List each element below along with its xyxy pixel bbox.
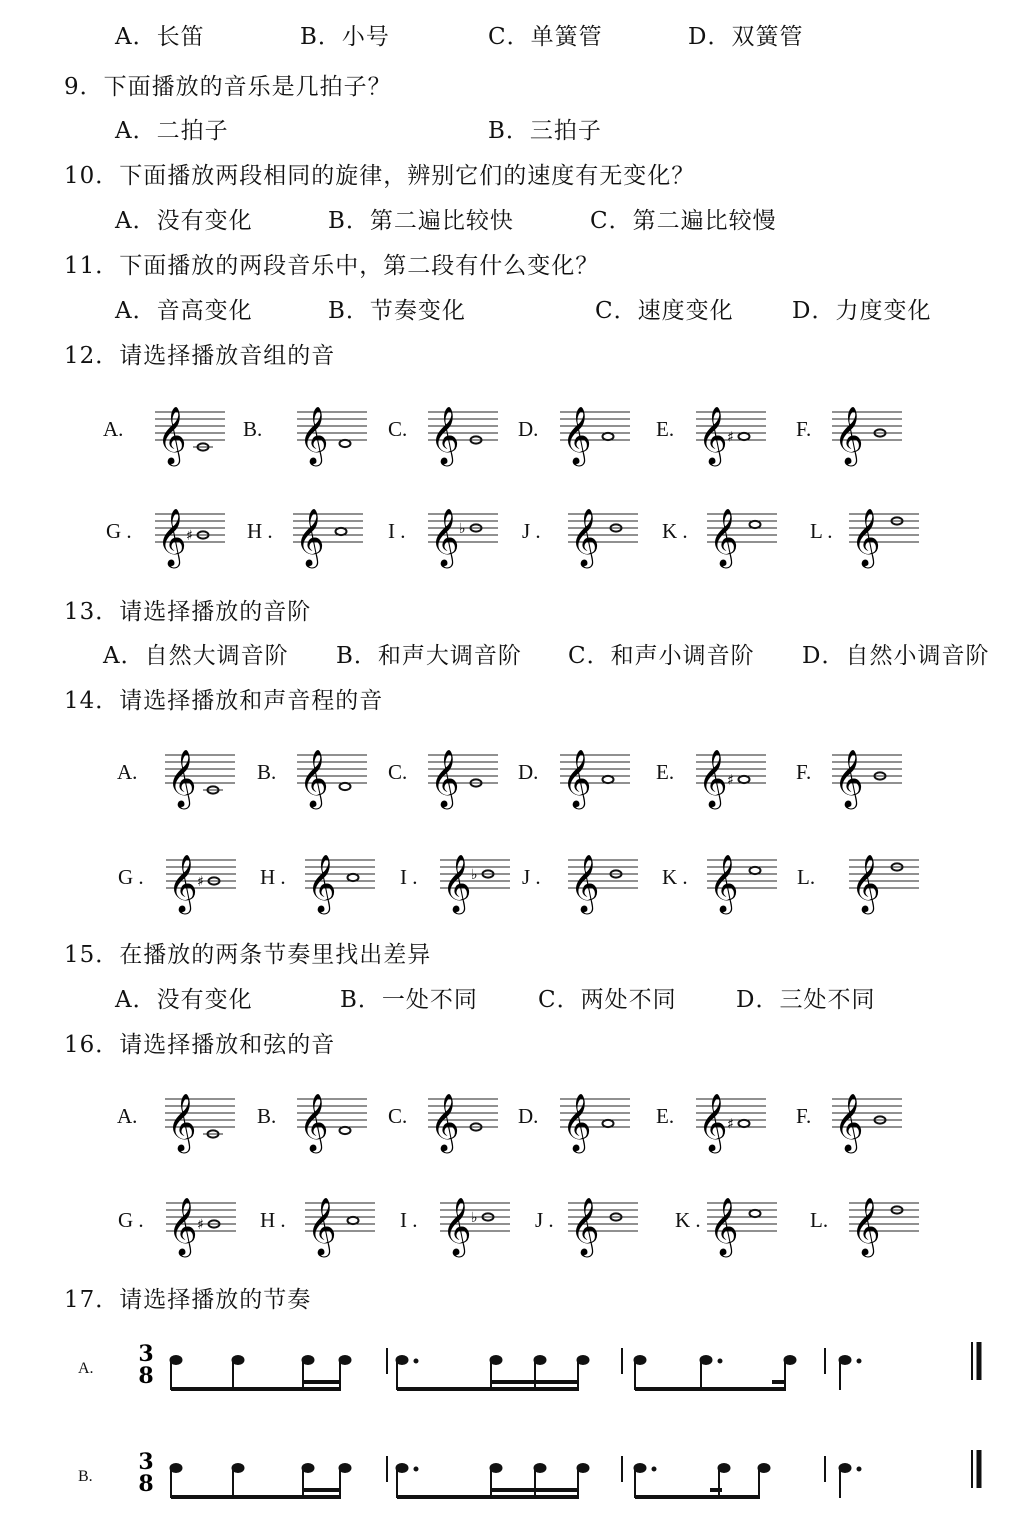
q16-option-label[interactable]: B. (257, 1104, 277, 1128)
q12-option-label[interactable]: I . (388, 519, 406, 543)
q11-option-c[interactable]: C．速度变化 (595, 298, 734, 324)
q12-option-label[interactable]: H . (247, 519, 273, 543)
q12-option-label[interactable]: L . (810, 519, 833, 543)
treble-clef-icon: 𝄞 (430, 508, 460, 566)
q16-title: 16．请选择播放和弦的音 (64, 1032, 336, 1058)
q14-option-label[interactable]: A. (117, 760, 138, 784)
q12-staff-option[interactable] (696, 388, 776, 468)
q14-staff-option[interactable] (166, 836, 246, 916)
q12-option-label[interactable]: D. (518, 417, 539, 441)
q16-option-label[interactable]: E. (656, 1104, 675, 1128)
q12-staff-option[interactable] (707, 490, 787, 570)
q14-option-label[interactable]: J . (522, 865, 541, 889)
q14-staff-option[interactable] (165, 731, 245, 811)
q16-option-label[interactable]: D. (518, 1104, 539, 1128)
q12-title: 12．请选择播放音组的音 (64, 343, 336, 369)
q12-option-label[interactable]: J . (522, 519, 541, 543)
q14-option-label[interactable]: F. (796, 760, 812, 784)
q14-staff-option[interactable] (560, 731, 640, 811)
treble-clef-icon: 𝄞 (168, 854, 198, 912)
treble-clef-icon: 𝄞 (570, 1197, 600, 1255)
time-sig-top: 3 (138, 1449, 154, 1475)
q16-option-label[interactable]: I . (400, 1208, 418, 1232)
q12-option-label[interactable]: F. (796, 417, 812, 441)
q14-option-label[interactable]: K . (662, 865, 688, 889)
q13-title: 13．请选择播放的音阶 (64, 599, 312, 625)
q16-option-label[interactable]: A. (117, 1104, 138, 1128)
flat-icon: ♭ (471, 1210, 478, 1226)
q16-staff-option[interactable] (832, 1075, 912, 1155)
q17-rhythm-a[interactable] (0, 1330, 1024, 1410)
q14-staff-option[interactable] (832, 731, 912, 811)
whole-note-F#4 (739, 433, 750, 440)
whole-note-F#4 (739, 1120, 750, 1127)
flat-icon: ♭ (471, 867, 478, 883)
q15-option-c[interactable]: C．两处不同 (538, 987, 677, 1013)
treble-clef-icon: 𝄞 (698, 406, 728, 464)
q16-staff-option[interactable] (696, 1075, 776, 1155)
whole-note-D4 (340, 1127, 351, 1134)
q16-option-label[interactable]: K . (675, 1208, 701, 1232)
q16-staff-option[interactable] (849, 1179, 929, 1259)
q14-option-label[interactable]: H . (260, 865, 286, 889)
whole-note-F#4 (739, 776, 750, 783)
treble-clef-icon: 𝄞 (834, 749, 864, 807)
q9-option-b[interactable]: B．三拍子 (488, 118, 602, 144)
q14-option-label[interactable]: E. (656, 760, 675, 784)
q15-option-b[interactable]: B．一处不同 (340, 987, 478, 1013)
q8-option-d[interactable]: D．双簧管 (688, 24, 804, 50)
treble-clef-icon: 𝄞 (834, 1093, 864, 1151)
q15-option-d[interactable]: D．三处不同 (736, 987, 876, 1013)
q16-staff-option[interactable] (305, 1179, 385, 1259)
treble-clef-icon: 𝄞 (430, 749, 460, 807)
treble-clef-icon: 𝄞 (562, 749, 592, 807)
q11-title: 11．下面播放的两段音乐中，第二段有什么变化？ (64, 253, 600, 279)
whole-note-C5 (750, 1210, 761, 1217)
q16-staff-option[interactable] (568, 1179, 648, 1259)
whole-note-F4 (603, 433, 614, 440)
q16-staff-option[interactable] (560, 1075, 640, 1155)
q12-staff-option[interactable] (155, 388, 235, 468)
sharp-icon: ♯ (186, 528, 193, 544)
q12-option-label[interactable]: E. (656, 417, 675, 441)
whole-note-A4 (348, 1217, 359, 1224)
treble-clef-icon: 𝄞 (168, 1197, 198, 1255)
treble-clef-icon: 𝄞 (430, 1093, 460, 1151)
q10-option-b[interactable]: B．第二遍比较快 (328, 208, 514, 234)
whole-note-C5 (750, 867, 761, 874)
q13-option-c[interactable]: C．和声小调音阶 (568, 643, 755, 669)
q16-option-label[interactable]: C. (388, 1104, 408, 1128)
treble-clef-icon: 𝄞 (295, 508, 325, 566)
q16-option-label[interactable]: L. (810, 1208, 829, 1232)
treble-clef-icon: 𝄞 (834, 406, 864, 464)
q12-staff-option[interactable] (293, 490, 373, 570)
sharp-icon: ♯ (197, 874, 204, 890)
q14-staff-option[interactable] (696, 731, 776, 811)
q15-option-a[interactable]: A．没有变化 (115, 987, 253, 1013)
q11-option-a[interactable]: A．音高变化 (115, 298, 253, 324)
time-sig-bottom: 8 (138, 1363, 154, 1389)
whole-note-A4 (348, 874, 359, 881)
q14-staff-option[interactable] (297, 731, 377, 811)
q12-staff-option[interactable] (568, 490, 648, 570)
q12-staff-option[interactable] (560, 388, 640, 468)
q16-option-label[interactable]: H . (260, 1208, 286, 1232)
q14-option-label[interactable]: D. (518, 760, 539, 784)
q12-option-label[interactable]: C. (388, 417, 408, 441)
q9-title: 9．下面播放的音乐是几拍子？ (64, 74, 392, 100)
q16-option-label[interactable]: G . (118, 1208, 144, 1232)
q13-option-b[interactable]: B．和声大调音阶 (336, 643, 522, 669)
sharp-icon: ♯ (727, 772, 734, 789)
q17-title: 17．请选择播放的节奏 (64, 1287, 312, 1313)
treble-clef-icon: 𝄞 (167, 1093, 197, 1151)
treble-clef-icon: 𝄞 (307, 854, 337, 912)
q12-option-label[interactable]: G . (106, 519, 132, 543)
treble-clef-icon: 𝄞 (570, 508, 600, 566)
q14-staff-option[interactable] (440, 836, 520, 916)
treble-clef-icon: 𝄞 (562, 406, 592, 464)
q8-option-c[interactable]: C．单簧管 (488, 24, 603, 50)
q12-option-label[interactable]: A. (103, 417, 124, 441)
sharp-icon: ♯ (197, 1217, 204, 1233)
q9-option-a[interactable]: A．二拍子 (115, 118, 229, 144)
treble-clef-icon: 𝄞 (430, 406, 460, 464)
treble-clef-icon: 𝄞 (698, 1093, 728, 1151)
treble-clef-icon: 𝄞 (167, 749, 197, 807)
treble-clef-icon: 𝄞 (157, 508, 187, 566)
q13-option-a[interactable]: A．自然大调音阶 (103, 643, 289, 669)
treble-clef-icon: 𝄞 (157, 406, 187, 464)
q14-option-label[interactable]: G . (118, 865, 144, 889)
q16-staff-option[interactable] (165, 1075, 245, 1155)
q12-staff-option[interactable] (832, 388, 912, 468)
q13-option-d[interactable]: D．自然小调音阶 (802, 643, 990, 669)
treble-clef-icon: 𝄞 (442, 854, 472, 912)
treble-clef-icon: 𝄞 (442, 1197, 472, 1255)
q16-staff-option[interactable] (440, 1179, 520, 1259)
q12-option-label[interactable]: K . (662, 519, 688, 543)
q14-option-label[interactable]: L. (797, 865, 816, 889)
q17-label-b[interactable]: B. (78, 1468, 93, 1485)
treble-clef-icon: 𝄞 (570, 854, 600, 912)
q14-staff-option[interactable] (305, 836, 385, 916)
q12-staff-option[interactable] (428, 388, 508, 468)
q14-option-label[interactable]: C. (388, 760, 408, 784)
q12-staff-option[interactable] (428, 490, 508, 570)
q12-option-label[interactable]: B. (243, 417, 263, 441)
q14-title: 14．请选择播放和声音程的音 (64, 688, 384, 714)
treble-clef-icon: 𝄞 (299, 406, 329, 464)
q16-staff-option[interactable] (297, 1075, 377, 1155)
treble-clef-icon: 𝄞 (851, 1197, 881, 1255)
q12-staff-option[interactable] (155, 490, 235, 570)
q11-option-d[interactable]: D．力度变化 (792, 298, 932, 324)
whole-note-F4 (603, 776, 614, 783)
q16-option-label[interactable]: J . (535, 1208, 554, 1232)
q17-rhythm-b[interactable] (0, 1438, 1024, 1518)
q8-option-b[interactable]: B．小号 (300, 24, 390, 50)
q16-staff-option[interactable] (707, 1179, 787, 1259)
q10-option-c[interactable]: C．第二遍比较慢 (590, 208, 777, 234)
treble-clef-icon: 𝄞 (562, 1093, 592, 1151)
q15-title: 15．在播放的两条节奏里找出差异 (64, 942, 432, 968)
q8-option-a[interactable]: A．长笛 (115, 24, 205, 50)
time-sig-bottom: 8 (138, 1471, 154, 1497)
whole-note-F4 (603, 1120, 614, 1127)
q17-label-a[interactable]: A. (78, 1360, 94, 1377)
q16-staff-option[interactable] (428, 1075, 508, 1155)
q12-staff-option[interactable] (297, 388, 377, 468)
whole-note-D4 (340, 783, 351, 790)
sharp-icon: ♯ (727, 429, 734, 446)
q14-staff-option[interactable] (707, 836, 787, 916)
q16-option-label[interactable]: F. (796, 1104, 812, 1128)
treble-clef-icon: 𝄞 (698, 749, 728, 807)
treble-clef-icon: 𝄞 (709, 854, 739, 912)
flat-icon: ♭ (459, 521, 466, 537)
treble-clef-icon: 𝄞 (299, 749, 329, 807)
time-sig-top: 3 (138, 1341, 154, 1367)
q14-staff-option[interactable] (568, 836, 648, 916)
whole-note-A4 (336, 528, 347, 535)
treble-clef-icon: 𝄞 (851, 508, 881, 566)
whole-note-C5 (750, 521, 761, 528)
q14-option-label[interactable]: B. (257, 760, 277, 784)
q10-title: 10．下面播放两段相同的旋律，辨别它们的速度有无变化？ (64, 163, 696, 189)
whole-note-D4 (340, 440, 351, 447)
q11-option-b[interactable]: B．节奏变化 (328, 298, 466, 324)
q14-option-label[interactable]: I . (400, 865, 418, 889)
q10-option-a[interactable]: A．没有变化 (115, 208, 253, 234)
sharp-icon: ♯ (727, 1116, 734, 1133)
q12-staff-option[interactable] (849, 490, 929, 570)
treble-clef-icon: 𝄞 (299, 1093, 329, 1151)
q16-staff-option[interactable] (166, 1179, 246, 1259)
q14-staff-option[interactable] (428, 731, 508, 811)
treble-clef-icon: 𝄞 (709, 1197, 739, 1255)
treble-clef-icon: 𝄞 (307, 1197, 337, 1255)
q14-staff-option[interactable] (849, 836, 929, 916)
treble-clef-icon: 𝄞 (709, 508, 739, 566)
treble-clef-icon: 𝄞 (851, 854, 881, 912)
